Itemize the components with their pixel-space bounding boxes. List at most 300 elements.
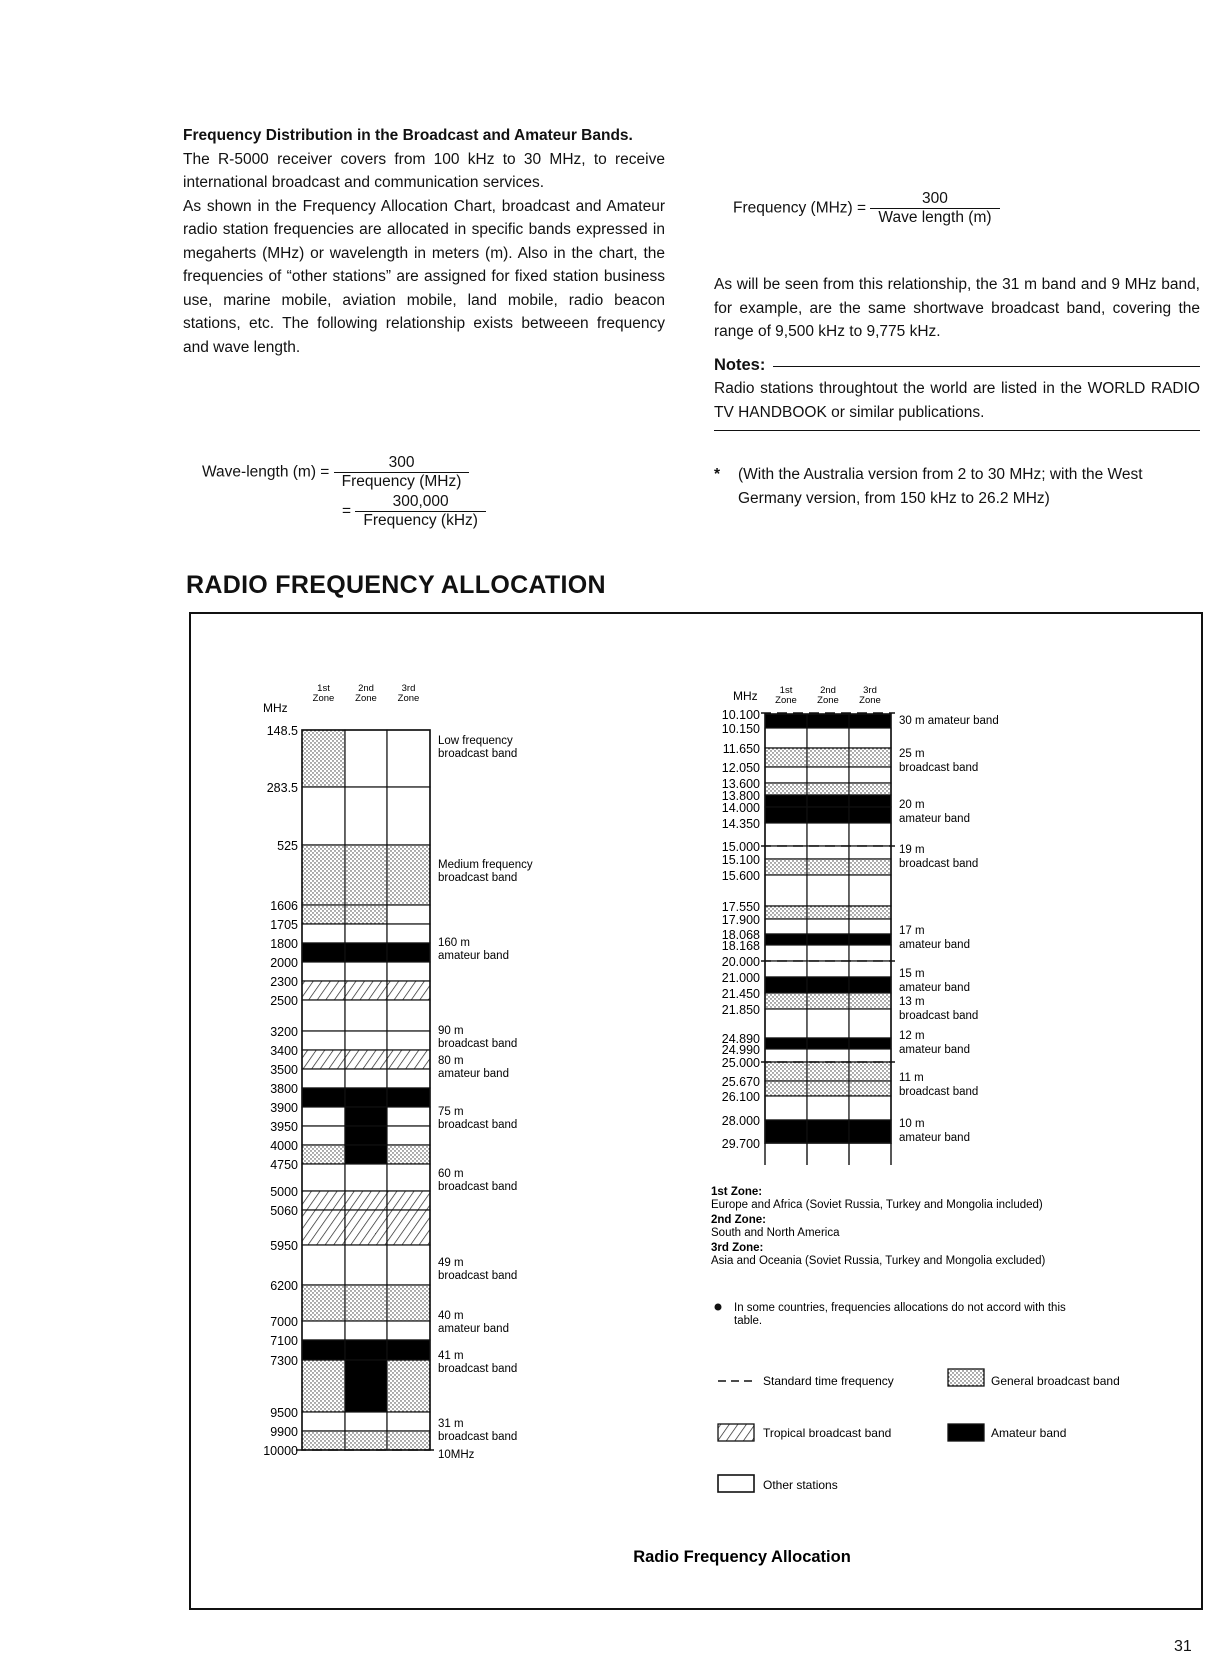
left-band-label-line1: 40 m — [438, 1310, 464, 1322]
left-band-label-line2: amateur band — [438, 1068, 509, 1080]
bullet-note-line2: table. — [734, 1315, 763, 1327]
legend-general-label: General broadcast band — [991, 1374, 1120, 1388]
left-band-cell-13-zone1 — [302, 1107, 345, 1126]
right-band-cell-7-zone3 — [849, 846, 891, 859]
right-band-cell-2-zone3 — [849, 767, 891, 783]
right-band-cell-6-zone3 — [849, 823, 891, 846]
left-band-cell-12-zone3 — [387, 1088, 430, 1107]
left-band-cell-25-zone3 — [387, 1431, 430, 1450]
left-band-cell-9-zone1 — [302, 1031, 345, 1050]
right-tick-label: 21.450 — [721, 987, 760, 1001]
right-tick-label: 15.000 — [721, 840, 760, 854]
left-band-cell-4-zone2 — [345, 924, 387, 943]
right-tick-label: 15.100 — [721, 853, 760, 867]
left-tick-label: 3500 — [270, 1063, 298, 1077]
left-band-cell-4-zone1 — [302, 924, 345, 943]
right-band-cell-5-zone2 — [807, 807, 849, 823]
right-band-cell-9-zone2 — [807, 875, 849, 906]
left-tick-label: 5060 — [270, 1204, 298, 1218]
left-band-cell-24-zone3 — [387, 1412, 430, 1431]
frequency-numerator-300: 300 — [870, 190, 999, 209]
right-band-label-line2: amateur band — [899, 1132, 970, 1144]
right-band-cell-6-zone2 — [807, 823, 849, 846]
left-band-cell-19-zone1 — [302, 1245, 345, 1285]
right-band-cell-23-zone2 — [807, 1120, 849, 1143]
right-band-label-line2: broadcast band — [899, 1010, 979, 1022]
right-tick-label: 24.890 — [721, 1032, 760, 1046]
right-tick-label: 15.600 — [721, 869, 760, 883]
right-band-cell-9-zone3 — [849, 875, 891, 906]
left-zone-header-bottom: Zone — [312, 693, 335, 704]
left-band-cell-6-zone1 — [302, 962, 345, 981]
zone-note-title: 3rd Zone: — [711, 1242, 764, 1254]
left-band-cell-19-zone3 — [387, 1245, 430, 1285]
right-band-label-line2: amateur band — [899, 982, 970, 994]
page-number: 31 — [1174, 1638, 1192, 1655]
left-tick-label: 2300 — [270, 975, 298, 989]
right-band-label-line1: 10 m — [899, 1118, 925, 1130]
left-band-label-line1: 41 m — [438, 1350, 464, 1362]
right-tick-label: 24.990 — [721, 1043, 760, 1057]
footnote-mark: * — [714, 466, 721, 483]
zone-note-text: Asia and Oceania (Soviet Russia, Turkey and Mongolia excluded) — [711, 1255, 1046, 1267]
left-band-label-line1: 80 m — [438, 1055, 464, 1067]
right-tick-label: 25.670 — [721, 1075, 760, 1089]
zone-note-title: 2nd Zone: — [711, 1214, 766, 1226]
right-band-cell-15-zone2 — [807, 977, 849, 993]
left-band-label-line2: broadcast band — [438, 1038, 518, 1050]
right-band-cell-21-zone3 — [849, 1081, 891, 1096]
left-band-cell-6-zone2 — [345, 962, 387, 981]
left-band-label-line1: 31 m — [438, 1418, 464, 1430]
left-band-cell-0-zone1 — [302, 730, 345, 787]
left-band-label-line1: Low frequency — [438, 735, 513, 747]
legend-tropical-label: Tropical broadcast band — [763, 1426, 892, 1440]
left-tick-label: 5950 — [270, 1239, 298, 1253]
left-band-cell-22-zone2 — [345, 1340, 387, 1360]
right-tick-label: 18.068 — [721, 928, 760, 942]
right-band-cell-12-zone3 — [849, 934, 891, 945]
left-band-label-line1: 90 m — [438, 1025, 464, 1037]
right-tick-label: 10.150 — [721, 722, 760, 736]
right-band-cell-7-zone2 — [807, 846, 849, 859]
allocation-paragraph: As shown in the Frequency Allocation Chart, broadcast and Amateur radio station frequencies are allocated in specific bands expressed in megaherts (MHz) or wavelength in meters (m). Also in the chart, the frequencies of “other stations” are assigned for fixed station business use, marine mobile, aviation mobile, land mobile, radio beacon stations, etc. The following relationship exists betweeen frequency and wave length. — [183, 197, 665, 356]
frequency-distribution-heading: Frequency Distribution in the Broadcast and Amateur Bands. — [183, 127, 633, 144]
right-band-cell-20-zone3 — [849, 1062, 891, 1081]
notes-text: Radio stations throughtout the world are listed in the WORLD RADIO TV HANDBOOK or similar publications. — [714, 380, 1200, 421]
left-band-label-line1: 60 m — [438, 1168, 464, 1180]
right-band-cell-14-zone3 — [849, 961, 891, 977]
right-tick-label: 21.850 — [721, 1003, 760, 1017]
left-band-cell-5-zone3 — [387, 943, 430, 962]
left-band-cell-17-zone3 — [387, 1191, 430, 1210]
right-band-cell-1-zone3 — [849, 748, 891, 767]
left-band-cell-11-zone2 — [345, 1069, 387, 1088]
right-band-cell-1-zone1 — [765, 748, 807, 767]
left-band-label-line2: broadcast band — [438, 1119, 518, 1131]
zone-note-text: Europe and Africa (Soviet Russia, Turkey and Mongolia included) — [711, 1199, 1043, 1211]
right-tick-label: 12.050 — [721, 761, 760, 775]
left-band-cell-20-zone2 — [345, 1285, 387, 1321]
right-band-label-line2: broadcast band — [899, 1086, 979, 1098]
right-band-cell-4-zone3 — [849, 795, 891, 807]
right-band-cell-9-zone1 — [765, 875, 807, 906]
footnote-text: (With the Australia version from 2 to 30 MHz; with the West Germany version, from 150 kHz to 26.2 MHz) — [738, 466, 1143, 507]
left-band-cell-19-zone2 — [345, 1245, 387, 1285]
right-band-cell-23-zone1 — [765, 1120, 807, 1143]
left-tick-label: 7300 — [270, 1354, 298, 1368]
left-unit-label: MHz — [263, 701, 288, 715]
legend-amateur-label: Amateur band — [991, 1426, 1067, 1440]
right-band-cell-10-zone2 — [807, 906, 849, 919]
wavelength-numerator-300: 300 — [334, 454, 470, 473]
right-band-cell-0-zone1 — [765, 728, 807, 748]
left-band-label-line2: broadcast band — [438, 1270, 518, 1282]
left-band-cell-14-zone3 — [387, 1126, 430, 1145]
frequency-denominator-wavelength: Wave length (m) — [878, 209, 992, 226]
left-band-cell-12-zone1 — [302, 1088, 345, 1107]
left-band-cell-10-zone1 — [302, 1050, 345, 1069]
left-band-label-line1: 49 m — [438, 1257, 464, 1269]
left-band-cell-9-zone2 — [345, 1031, 387, 1050]
legend-other-swatch — [718, 1475, 754, 1492]
right-band-cell-15-zone1 — [765, 977, 807, 993]
left-band-cell-21-zone1 — [302, 1321, 345, 1340]
left-band-cell-2-zone3 — [387, 845, 430, 905]
left-band-cell-5-zone2 — [345, 943, 387, 962]
right-band-cell-19-zone3 — [849, 1049, 891, 1062]
left-tick-label: 1606 — [270, 899, 298, 913]
right-band-label-line2: amateur band — [899, 813, 970, 825]
left-tick-label: 2500 — [270, 994, 298, 1008]
right-tick-label: 20.000 — [721, 955, 760, 969]
left-band-cell-24-zone2 — [345, 1412, 387, 1431]
right-band-label-line1: 11 m — [899, 1072, 924, 1084]
left-band-label-line2: amateur band — [438, 950, 509, 962]
right-band-cell-18-zone3 — [849, 1038, 891, 1049]
right-band-cell-1-zone2 — [807, 748, 849, 767]
right-tick-label: 29.700 — [721, 1137, 760, 1151]
left-band-cell-3-zone2 — [345, 905, 387, 924]
left-band-cell-20-zone1 — [302, 1285, 345, 1321]
left-band-label-line1: 10MHz — [438, 1449, 475, 1461]
left-tick-label: 148.5 — [266, 724, 298, 738]
right-band-cell-0-zone2 — [807, 728, 849, 748]
right-band-cell-2-zone1 — [765, 767, 807, 783]
right-band-label-line2: broadcast band — [899, 858, 979, 870]
right-tick-label: 10.100 — [721, 708, 760, 722]
left-tick-label: 1705 — [270, 918, 298, 932]
right-band-cell-4-zone1 — [765, 795, 807, 807]
right-band-cell-20-zone1 — [765, 1062, 807, 1081]
right-band-cell-10-zone3 — [849, 906, 891, 919]
right-tick-label: 18.168 — [721, 939, 760, 953]
legend-tropical-swatch — [718, 1424, 754, 1441]
left-tick-label: 6200 — [270, 1279, 298, 1293]
chart-root — [263, 683, 1120, 1566]
left-zone-header-top: 3rd — [401, 683, 416, 694]
left-tick-label: 4000 — [270, 1139, 298, 1153]
left-band-cell-21-zone3 — [387, 1321, 430, 1340]
right-tick-label: 13.800 — [721, 789, 760, 803]
left-band-cell-0-zone2 — [345, 730, 387, 787]
right-band-cell-12-zone2 — [807, 934, 849, 945]
right-band-cell-14-zone1 — [765, 961, 807, 977]
right-band-cell-20-zone2 — [807, 1062, 849, 1081]
right-zone-header-bottom: Zone — [859, 695, 881, 706]
right-band-cell-12-zone1 — [765, 934, 807, 945]
left-band-cell-13-zone3 — [387, 1107, 430, 1126]
left-band-label-line2: broadcast band — [438, 748, 518, 760]
right-tick-label: 21.000 — [721, 971, 760, 985]
right-band-label-line2: broadcast band — [899, 762, 979, 774]
left-band-cell-14-zone1 — [302, 1126, 345, 1145]
left-band-cell-10-zone3 — [387, 1050, 430, 1069]
right-band-cell-13-zone3 — [849, 945, 891, 961]
left-band-label-line1: Medium frequency — [438, 859, 533, 871]
right-band-cell-30m-zone2 — [807, 714, 849, 728]
right-band-cell-5-zone1 — [765, 807, 807, 823]
right-band-cell-11-zone2 — [807, 919, 849, 934]
left-band-cell-22-zone3 — [387, 1340, 430, 1360]
right-band-cell-3-zone3 — [849, 783, 891, 795]
left-band-cell-22-zone1 — [302, 1340, 345, 1360]
right-tick-label: 11.650 — [722, 742, 760, 756]
left-band-cell-15-zone3 — [387, 1145, 430, 1164]
left-band-cell-16-zone2 — [345, 1164, 387, 1191]
section-title: RADIO FREQUENCY ALLOCATION — [186, 571, 606, 599]
left-band-cell-13-zone2 — [345, 1107, 387, 1126]
right-band-cell-14-zone2 — [807, 961, 849, 977]
zone-note-title: 1st Zone: — [711, 1186, 763, 1198]
right-band-label-line1: 15 m — [899, 968, 925, 980]
left-tick-label: 2000 — [270, 956, 298, 970]
left-band-cell-8-zone1 — [302, 1000, 345, 1031]
left-band-label-line1: 75 m — [438, 1106, 464, 1118]
left-band-cell-18-zone3 — [387, 1210, 430, 1245]
left-band-label-line2: broadcast band — [438, 1363, 518, 1375]
right-band-cell-8-zone2 — [807, 859, 849, 875]
relationship-paragraph: As will be seen from this relationship, the 31 m band and 9 MHz band, for example, are the same shortwave broadcast band, covering the range of 9,500 kHz to 9,775 kHz. — [714, 276, 1200, 340]
left-band-cell-7-zone1 — [302, 981, 345, 1000]
wavelength-formula-equals: = — [342, 502, 352, 520]
left-zone-header-top: 1st — [317, 683, 330, 694]
left-band-cell-23-zone2 — [345, 1360, 387, 1412]
left-tick-label: 525 — [277, 839, 298, 853]
right-band-cell-3-zone1 — [765, 783, 807, 795]
wavelength-numerator-300000: 300,000 — [355, 493, 486, 512]
right-band-cell-4-zone2 — [807, 795, 849, 807]
right-zone-header-top: 3rd — [863, 685, 877, 696]
right-band-cell-10-zone1 — [765, 906, 807, 919]
legend-other-label: Other stations — [763, 1478, 838, 1492]
right-band-cell-13-zone1 — [765, 945, 807, 961]
right-band-cell-6-zone1 — [765, 823, 807, 846]
bullet-dot — [715, 1304, 722, 1311]
left-tick-label: 1800 — [270, 937, 298, 951]
left-tick-label: 7100 — [270, 1334, 298, 1348]
right-zone-header-top: 2nd — [820, 685, 836, 696]
right-band-label-line1: 30 m amateur band — [899, 715, 999, 727]
left-band-cell-10-zone2 — [345, 1050, 387, 1069]
left-tick-label: 3800 — [270, 1082, 298, 1096]
bullet-note-line1: In some countries, frequencies allocations do not accord with this — [734, 1302, 1066, 1314]
right-tick-label: 26.100 — [721, 1090, 760, 1104]
left-band-cell-4-zone3 — [387, 924, 430, 943]
right-tick-label: 25.000 — [721, 1056, 760, 1070]
left-band-label-line1: 160 m — [438, 937, 470, 949]
left-band-cell-16-zone1 — [302, 1164, 345, 1191]
left-band-cell-7-zone3 — [387, 981, 430, 1000]
left-band-cell-9-zone3 — [387, 1031, 430, 1050]
left-band-cell-17-zone2 — [345, 1191, 387, 1210]
legend-general-swatch — [948, 1369, 984, 1386]
right-band-cell-30m-zone1 — [765, 714, 807, 728]
right-band-cell-17-zone2 — [807, 1009, 849, 1038]
left-band-cell-8-zone2 — [345, 1000, 387, 1031]
left-band-cell-15-zone1 — [302, 1145, 345, 1164]
right-band-cell-2-zone2 — [807, 767, 849, 783]
right-band-label-line1: 19 m — [899, 844, 925, 856]
zone-note-text: South and North America — [711, 1227, 840, 1239]
right-tick-label: 17.900 — [721, 913, 760, 927]
left-band-cell-0-zone3 — [387, 730, 430, 787]
left-band-cell-23-zone1 — [302, 1360, 345, 1412]
right-band-cell-3-zone2 — [807, 783, 849, 795]
right-band-cell-13-zone2 — [807, 945, 849, 961]
right-band-cell-16-zone3 — [849, 993, 891, 1009]
right-zone-header-bottom: Zone — [817, 695, 839, 706]
left-tick-label: 7000 — [270, 1315, 298, 1329]
left-band-cell-23-zone3 — [387, 1360, 430, 1412]
frequency-formula-lhs: Frequency (MHz) = — [733, 199, 867, 217]
right-band-cell-7-zone1 — [765, 846, 807, 859]
left-band-cell-17-zone1 — [302, 1191, 345, 1210]
left-band-cell-25-zone1 — [302, 1431, 345, 1450]
right-band-cell-23-zone3 — [849, 1120, 891, 1143]
receiver-coverage-paragraph: The R-5000 receiver covers from 100 kHz to 30 MHz, to receive international broadcast and communication services. — [183, 150, 665, 191]
left-tick-label: 10000 — [263, 1444, 298, 1458]
right-band-cell-15-zone3 — [849, 977, 891, 993]
left-zone-header-bottom: Zone — [355, 693, 377, 704]
left-tick-label: 3200 — [270, 1025, 298, 1039]
left-band-cell-2-zone1 — [302, 845, 345, 905]
right-band-cell-16-zone2 — [807, 993, 849, 1009]
left-band-cell-14-zone2 — [345, 1126, 387, 1145]
left-band-cell-24-zone1 — [302, 1412, 345, 1431]
right-band-cell-8-zone3 — [849, 859, 891, 875]
left-tick-label: 3900 — [270, 1101, 298, 1115]
left-band-cell-11-zone1 — [302, 1069, 345, 1088]
left-band-label-line2: broadcast band — [438, 1431, 518, 1443]
left-tick-label: 3950 — [270, 1120, 298, 1134]
left-band-cell-1-zone1 — [302, 787, 345, 845]
right-band-cell-18-zone2 — [807, 1038, 849, 1049]
right-band-cell-17-zone3 — [849, 1009, 891, 1038]
right-band-cell-11-zone1 — [765, 919, 807, 934]
right-band-cell-22-zone2 — [807, 1096, 849, 1120]
left-band-cell-6-zone3 — [387, 962, 430, 981]
left-zone-header-top: 2nd — [358, 683, 374, 694]
right-band-label-line1: 20 m — [899, 799, 925, 811]
left-band-cell-21-zone2 — [345, 1321, 387, 1340]
left-band-cell-1-zone2 — [345, 787, 387, 845]
right-band-cell-21-zone1 — [765, 1081, 807, 1096]
right-band-label-line1: 12 m — [899, 1030, 925, 1042]
right-tick-label: 17.550 — [721, 900, 760, 914]
right-band-label-line2: amateur band — [899, 1044, 970, 1056]
right-band-cell-5-zone3 — [849, 807, 891, 823]
right-tick-label: 14.350 — [721, 817, 760, 831]
left-band-cell-25-zone2 — [345, 1431, 387, 1450]
right-band-label-line2: amateur band — [899, 939, 970, 951]
left-band-cell-8-zone3 — [387, 1000, 430, 1031]
right-band-cell-0-zone3 — [849, 728, 891, 748]
left-band-cell-3-zone1 — [302, 905, 345, 924]
left-band-cell-18-zone1 — [302, 1210, 345, 1245]
legend-amateur-swatch — [948, 1424, 984, 1441]
chart-caption: Radio Frequency Allocation — [633, 1548, 851, 1566]
right-band-cell-17-zone1 — [765, 1009, 807, 1038]
right-band-cell-19-zone2 — [807, 1049, 849, 1062]
left-tick-label: 283.5 — [266, 781, 298, 795]
left-band-cell-12-zone2 — [345, 1088, 387, 1107]
right-band-cell-11-zone3 — [849, 919, 891, 934]
left-band-label-line2: broadcast band — [438, 872, 518, 884]
notes-label: Notes: — [714, 356, 766, 374]
right-unit-label: MHz — [733, 689, 758, 703]
right-band-cell-22-zone3 — [849, 1096, 891, 1120]
left-band-cell-1-zone3 — [387, 787, 430, 845]
left-band-cell-16-zone3 — [387, 1164, 430, 1191]
right-band-cell-18-zone1 — [765, 1038, 807, 1049]
left-tick-label: 4750 — [270, 1158, 298, 1172]
left-band-cell-15-zone2 — [345, 1145, 387, 1164]
right-zone-header-top: 1st — [779, 685, 793, 696]
right-band-cell-21-zone2 — [807, 1081, 849, 1096]
right-band-cell-22-zone1 — [765, 1096, 807, 1120]
right-tick-label: 13.600 — [721, 777, 760, 791]
wavelength-formula-lhs: Wave-length (m) = — [202, 463, 330, 481]
left-tick-label: 9500 — [270, 1406, 298, 1420]
right-zone-header-bottom: Zone — [775, 695, 797, 706]
left-band-cell-3-zone3 — [387, 905, 430, 924]
left-zone-header-bottom: Zone — [397, 693, 420, 704]
right-band-cell-30m-zone3 — [849, 714, 891, 728]
right-tick-label: 14.000 — [721, 801, 760, 815]
left-band-label-line2: broadcast band — [438, 1181, 518, 1193]
left-band-cell-20-zone3 — [387, 1285, 430, 1321]
wavelength-denominator-khz: Frequency (kHz) — [363, 512, 478, 529]
left-band-cell-18-zone2 — [345, 1210, 387, 1245]
right-band-cell-16-zone1 — [765, 993, 807, 1009]
left-tick-label: 9900 — [270, 1425, 298, 1439]
right-tick-label: 28.000 — [721, 1114, 760, 1128]
right-band-cell-8-zone1 — [765, 859, 807, 875]
right-band-label-line1: 13 m — [899, 996, 925, 1008]
wavelength-denominator-mhz: Frequency (MHz) — [341, 473, 462, 490]
left-tick-label: 3400 — [270, 1044, 298, 1058]
left-band-label-line2: amateur band — [438, 1323, 509, 1335]
right-band-label-line1: 25 m — [899, 748, 925, 760]
right-band-label-line1: 17 m — [899, 925, 925, 937]
legend-standard-time-label: Standard time frequency — [763, 1374, 894, 1388]
left-band-cell-2-zone2 — [345, 845, 387, 905]
left-band-cell-11-zone3 — [387, 1069, 430, 1088]
right-band-cell-19-zone1 — [765, 1049, 807, 1062]
left-tick-label: 5000 — [270, 1185, 298, 1199]
left-band-cell-5-zone1 — [302, 943, 345, 962]
